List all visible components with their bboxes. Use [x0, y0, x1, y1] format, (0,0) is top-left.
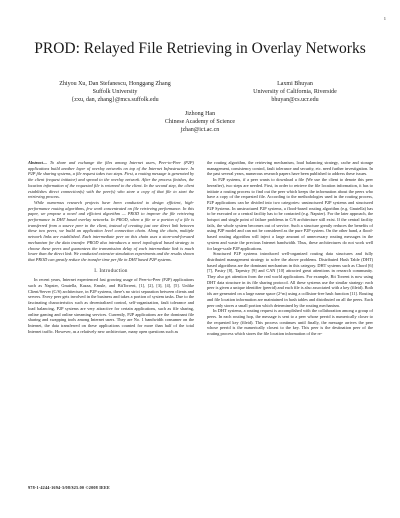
author-affiliation: University of California, Riverside	[253, 89, 337, 95]
section-heading: I. Introduction	[94, 268, 128, 274]
author-names: Laxmi Bhuyan	[277, 81, 313, 87]
paper-title: PROD: Relayed File Retrieving in Overlay Networks	[34, 40, 366, 57]
author-names: Zhiyou Xu, Dan Stefanescu, Honggang Zhang	[59, 81, 171, 87]
right-column	[207, 160, 373, 337]
abstract-label: Abstract—	[28, 160, 48, 165]
abstract-paragraph-2: While numerous research projects have been conducted to design efficient, high-performance routing algorithms, few work concentrated on file retrieving performance. In this paper, we propose a novel and efficient algorithm — PROD to improve the file retrieving performance in DHT based overlay networks. In PROD, when a file or a portion of a file is transferred from a source peer to the client, instead of creating just one direct link between these two peers, we build an application level connection chain. Along the chain, multiple network links are established. Each intermediate peer on this chain uses a store-and-forward mechanism for the data transfer. PROD also introduces a novel topological based strategy to choose these peers and guarantees the transmission delay of each intermediate link is much lower than the direct link. We conducted extensive simulation experiments and the results shown that PROD can greatly reduce the transfer time per file in DHT based P2P systems.	[28, 199, 194, 262]
abstract-text: To share and exchange the files among Internet users, Peer-to-Peer (P2P) applications build another layer of overlay networks on top of the Internet Infrastructure. In P2P file sharing systems, a file request takes two steps. First, a routing message is generated by the client (request initiator) and spread to the overlay network. After the process finishes, the location information of the requested file is returned to the client. In the second step, the client establishes direct connection(s) with the peer(s) who store a copy of that file to start the retrieving process.	[28, 160, 194, 200]
author-block-right	[220, 80, 370, 104]
body-paragraph-1: the routing algorithm, the retrieving mechanism, load balancing strategy, cache and storage management, consistency control, fault tolerance and security, etc. need further investigation. In the past several years, numerous research papers have been published to address these issues.	[207, 160, 373, 177]
page-number: 1	[383, 16, 386, 21]
intro-paragraph: In recent years, Internet experienced fast growing usage of Peer-to-Peer (P2P) applications such as Napster, Gnutella, Kazaa, Emule, and BitTorrent, [1], [2], [3], [4], [5]. Unlike Client/Server (C/S) architecture, in P2P systems, there's no strict separation between clients and servers. Every peer gets involved in the business and takes a portion of system tasks. Due to the fascinating characteristics such as decentralized control, self-organization, fault tolerance and load balancing, P2P systems are very attractive for certain applications, such as file sharing, online gaming and online streaming services. Currently, P2P applications are the dominant file sharing and swapping tools among Internet users. They are No. 1 bandwidth consumer on the Internet, the data transferred on these applications counted for more than half of the total Internet traffic. However, as a relatively new architecture, many open questions such as	[28, 277, 194, 334]
author-names: Jizhong Han	[184, 111, 216, 117]
left-column	[28, 160, 194, 334]
author-affiliation: Chinese Academy of Science	[164, 119, 236, 125]
body-paragraph-4: In DHT systems, a routing request is accomplished with the collaboration among a group of peers. In each routing hop, the message is sent to a peer whose peerid is numerically closer to the requested key (fileid). This process continues until finally, the message arrives the peer whose peerid is the numerically closest to the key. This peer is the destination peer of the routing process which stores the file location information of the re-	[207, 308, 373, 337]
body-paragraph-3: Structured P2P systems introduced well-organized routing data structures and fully distributed management strategy to solve the above problems. Distributed Hash Table (DHT) based algorithms are the dominant mechanism in this category. DHT systems such as Chord [6] [7], Pastry [8], Tapestry [9] and CAN [10] attracted great attentions in research community. They also get attention from the real world applications. For example, Bit Torrent is now using DHT data structure in its file sharing protocol. All these systems use the similar strategy: each peer is given a unique identifier (peerid) and each file is also associated with a key (fileid). Both ids are generated on a large name space (2^m) using a collision-free hash function [11]. Routing and file location information are maintained in hash tables and distributed on all the peers. Each peer only stores a small portion which determined by the routing mechanism.	[207, 251, 373, 308]
author-email: bhuyan@cs.ucr.edu	[271, 97, 319, 103]
body-paragraph-2: In P2P systems, if a peer wants to download a file (We use the client to denote this peer hereafter), two steps are needed. First, in order to retrieve the file location information, it has to initiate a routing process to find out the peer which keeps the information about the peers who have a copy of the requested file. According to the methodologies used in the routing process, P2P applications can be divided into two categories: unstructured P2P systems and structured P2P Systems. In unstructured P2P systems, a flood-based routing algorithm (e.g. Gnutella) has to be executed or a central facility has to be contacted (e.g. Napster). For the later approach, the hotspot and single point of failure problems in C/S architecture still exist. If the central facility fails, the whole system becomes out of service. Such a structure greatly reduces the benefits of using P2P model and can not be considered as the pure P2P system. On the other hand, a flood-based routing algorithm will inject a large amount of unnecessary routing messages in the system and waste the precious Internet bandwidth. Thus, these architectures do not work well for large-scale P2P applications.	[207, 177, 373, 251]
author-email: jzhan@ict.ac.cn	[180, 127, 220, 133]
copyright-footer: 978-1-4244-1694-3/08/$25.00 ©2008 IEEE	[28, 485, 111, 490]
author-email: {zxu, dan, zhang}@mcs.suffolk.edu	[71, 97, 159, 103]
abstract-paragraph	[28, 160, 194, 200]
author-affiliation: Suffolk University	[92, 89, 138, 95]
author-block-center	[125, 110, 275, 134]
author-block-left	[40, 80, 190, 104]
